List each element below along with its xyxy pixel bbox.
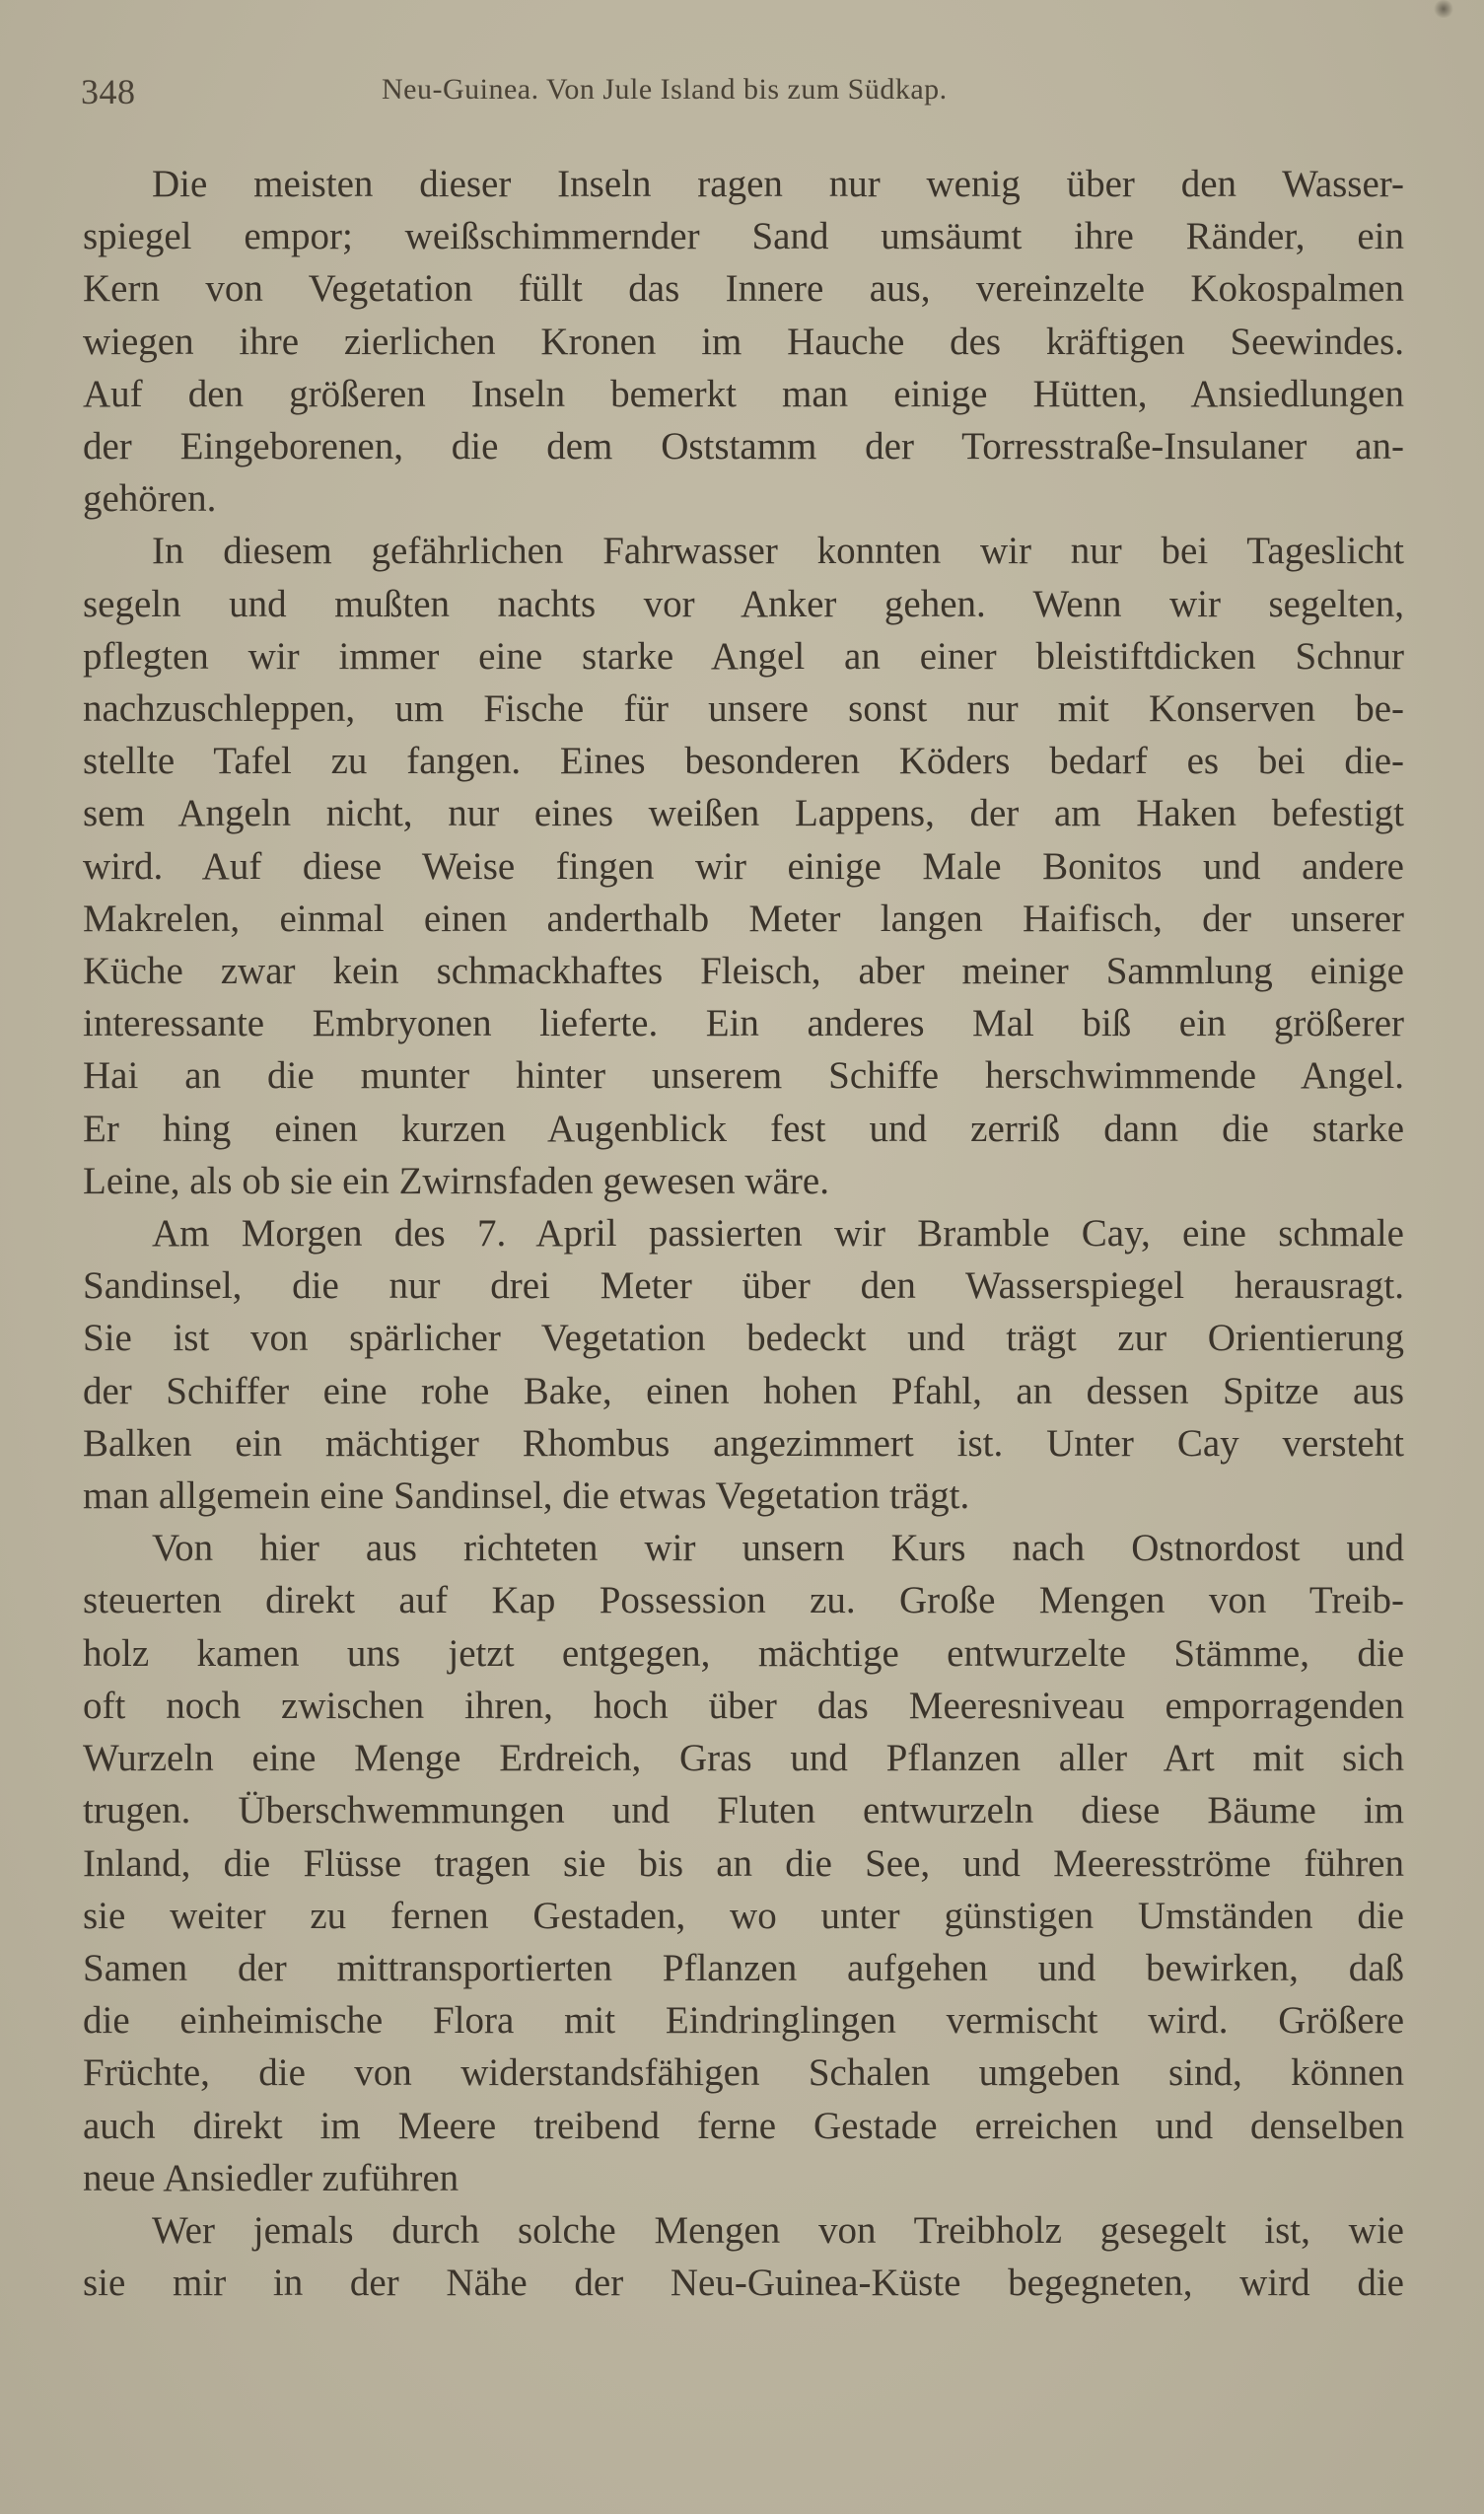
paragraph [83,525,1404,1207]
text-line: pflegten wir immer eine starke Angel an einer bleistiftdicken Schnur [83,634,1404,678]
text-line: Wer jemals durch solche Mengen von Treibholz gesegelt ist, wie [152,2208,1404,2252]
text-line: Sandinsel, die nur drei Meter über den Wasserspiegel herausragt. [83,1264,1404,1308]
text-line: Wurzeln eine Menge Erdreich, Gras und Pflanzen aller Art mit sich [83,1737,1404,1780]
paragraph [83,1207,1404,1522]
text-line: wiegen ihre zierlichen Kronen im Hauche des kräftigen Seewindes. [83,320,1404,363]
text-line: der Schiffer eine rohe Bake, einen hohen Pfahl, an dessen Spitze aus [83,1369,1404,1412]
paragraph [83,2204,1404,2309]
text-line: holz kamen uns jetzt entgegen, mächtige entwurzelte Stämme, die [83,1631,1404,1675]
text-line: interessante Embryonen lieferte. Ein anderes Mal biß ein größerer [83,1002,1404,1045]
text-line: sem Angeln nicht, nur eines weißen Lappens, der am Haken befestigt [83,792,1404,835]
text-line: Die meisten dieser Inseln ragen nur wenig über den Wasser- [152,163,1404,205]
text-line: Er hing einen kurzen Augenblick fest und zerriß dann die starke [83,1107,1404,1150]
text-line: Makrelen, einmal einen anderthalb Meter langen Haifisch, der unserer [83,897,1404,940]
text-line: die einheimische Flora mit Eindringlingen vermischt wird. Größere [83,1999,1404,2043]
text-line: Auf den größeren Inseln bemerkt man einige Hütten, Ansiedlungen [83,372,1404,415]
text-line: auch direkt im Meere treibend ferne Gestade erreichen und denselben [83,2104,1404,2147]
text-line: der Eingeborenen, die dem Oststamm der Torresstraße-Insulaner an- [83,425,1404,468]
text-line: Früchte, die von widerstandsfähigen Schalen umgeben sind, können [83,2051,1404,2095]
text-line: In diesem gefährlichen Fahrwasser konnten wir nur bei Tageslicht [152,530,1404,573]
text-line: Küche zwar kein schmackhaftes Fleisch, aber meiner Sammlung einige [83,950,1404,993]
text-line: Von hier aus richteten wir unsern Kurs nach Ostnordost und [152,1527,1404,1570]
text-line: steuerten direkt auf Kap Possession zu. Große Mengen von Treib- [83,1579,1404,1622]
text-line: Inland, die Flüsse tragen sie bis an die See, und Meeresströme führen [83,1841,1404,1885]
text-line: nachzuschleppen, um Fische für unsere sonst nur mit Konserven be- [83,687,1404,731]
text-line: spiegel empor; weißschimmernder Sand umsäumt ihre Ränder, ein [83,215,1404,258]
running-title: Neu-Guinea. Von Jule Island bis zum Südkap. [382,73,948,106]
text-line: Samen der mittransportierten Pflanzen aufgehen und bewirken, daß [83,1946,1404,1989]
text-line: Balken ein mächtiger Rhombus angezimmert ist. Unter Cay versteht [83,1421,1404,1465]
text-line: neue Ansiedler zuführen [83,2156,459,2199]
text-line: Kern von Vegetation füllt das Innere aus, vereinzelte Kokospalmen [83,267,1404,311]
text-line: gehören. [83,477,217,521]
paragraph [83,158,1404,525]
page-number: 348 [81,72,136,111]
text-line: Hai an die munter hinter unserem Schiffe herschwimmende Angel. [83,1054,1404,1098]
paragraph [83,1522,1404,2204]
text-line: wird. Auf diese Weise fingen wir einige Male Bonitos und andere [83,844,1404,888]
page-stain [1433,0,1454,18]
text-line: sie weiter zu fernen Gestaden, wo unter günstigen Umständen die [83,1894,1404,1937]
text-line: Leine, als ob sie ein Zwirnsfaden gewesen wäre. [83,1159,829,1202]
text-line: stellte Tafel zu fangen. Eines besonderen Köders bedarf es bei die- [83,740,1404,783]
text-line: oft noch zwischen ihren, hoch über das Meeresniveau emporragenden [83,1684,1404,1727]
running-head [81,71,1116,120]
text-line: man allgemein eine Sandinsel, die etwas Vegetation trägt. [83,1474,970,1518]
text-line: Am Morgen des 7. April passierten wir Bramble Cay, eine schmale [152,1212,1404,1256]
text-line: sie mir in der Nähe der Neu-Guinea-Küste begegneten, wird die [83,2262,1404,2305]
text-line: trugen. Überschwemmungen und Fluten entwurzeln diese Bäume im [83,1789,1404,1832]
text-line: segeln und mußten nachts vor Anker gehen. Wenn wir segelten, [83,582,1404,625]
body-text [83,158,1404,2309]
text-line: Sie ist von spärlicher Vegetation bedeckt und trägt zur Orientierung [83,1317,1404,1360]
